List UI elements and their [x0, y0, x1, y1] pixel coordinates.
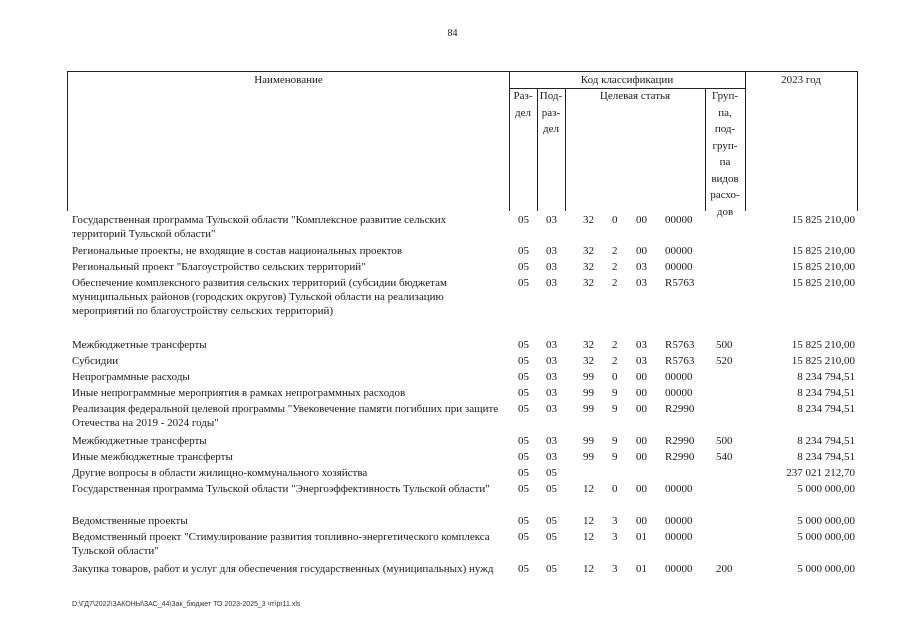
row-name: Иные межбюджетные трансферты	[72, 451, 233, 463]
row-subprogram: 9	[612, 403, 618, 415]
row-event: 01	[636, 563, 647, 575]
row-razdel: 05	[518, 355, 529, 367]
row-expense-type: 500	[716, 339, 733, 351]
row-event: 00	[636, 483, 647, 495]
row-sum: 5 000 000,00	[797, 563, 855, 575]
row-program: 32	[583, 339, 594, 351]
row-razdel: 05	[518, 387, 529, 399]
row-program: 99	[583, 371, 594, 383]
row-podrazdel: 03	[546, 261, 557, 273]
row-program: 32	[583, 277, 594, 289]
row-name: Межбюджетные трансферты	[72, 339, 207, 351]
row-name: Непрограммные расходы	[72, 371, 190, 383]
row-name: Государственная программа Тульской области "Комплексное развитие сельских территорий Тульской области"	[72, 214, 447, 240]
row-expense-type: 540	[716, 451, 733, 463]
row-sum: 5 000 000,00	[797, 515, 855, 527]
row-sum: 8 234 794,51	[797, 435, 855, 447]
row-sum: 5 000 000,00	[797, 531, 855, 543]
row-direction: R5763	[665, 339, 695, 351]
row-podrazdel: 05	[546, 483, 557, 495]
row-sum: 15 825 210,00	[791, 214, 855, 226]
row-name: Межбюджетные трансферты	[72, 435, 207, 447]
row-direction: 00000	[665, 563, 693, 575]
row-expense-type: 520	[716, 355, 733, 367]
row-program: 12	[583, 483, 594, 495]
row-direction: 00000	[665, 214, 693, 226]
row-podrazdel: 03	[546, 451, 557, 463]
row-sum: 15 825 210,00	[791, 245, 855, 257]
row-expense-type: 500	[716, 435, 733, 447]
row-podrazdel: 03	[546, 214, 557, 226]
row-event: 03	[636, 339, 647, 351]
row-podrazdel: 03	[546, 387, 557, 399]
row-program: 99	[583, 387, 594, 399]
row-razdel: 05	[518, 277, 529, 289]
row-subprogram: 3	[612, 515, 618, 527]
row-subprogram: 0	[612, 214, 618, 226]
row-name: Региональный проект "Благоустройство сельских территорий"	[72, 261, 366, 273]
row-direction: 00000	[665, 483, 693, 495]
page-number: 84	[447, 28, 458, 39]
row-sum: 8 234 794,51	[797, 387, 855, 399]
row-sum: 15 825 210,00	[791, 339, 855, 351]
file-path-footer: D:\ГД7\2022\ЗАКОНЫ\ЗАС_44\Зак_бюджет ТО 2023-2025_3 чт\pr11.xls	[72, 601, 301, 608]
row-podrazdel: 05	[546, 531, 557, 543]
row-subprogram: 9	[612, 435, 618, 447]
header-name: Наименование	[254, 74, 323, 86]
row-razdel: 05	[518, 563, 529, 575]
row-event: 00	[636, 451, 647, 463]
row-program: 32	[583, 261, 594, 273]
row-sum: 8 234 794,51	[797, 371, 855, 383]
row-direction: 00000	[665, 515, 693, 527]
row-razdel: 05	[518, 371, 529, 383]
row-program: 99	[583, 403, 594, 415]
row-subprogram: 3	[612, 563, 618, 575]
row-program: 32	[583, 355, 594, 367]
header-year: 2023 год	[781, 74, 821, 86]
row-podrazdel: 05	[546, 563, 557, 575]
row-subprogram: 2	[612, 277, 618, 289]
row-event: 00	[636, 214, 647, 226]
row-sum: 15 825 210,00	[791, 355, 855, 367]
row-event: 03	[636, 261, 647, 273]
header-code: Код классификации	[580, 74, 674, 86]
row-subprogram: 9	[612, 387, 618, 399]
row-event: 00	[636, 387, 647, 399]
row-direction: 00000	[665, 531, 693, 543]
row-name: Реализация федеральной целевой программы "Увековечение памяти погибших при защите Отечества на 2019 - 2024 годы"	[72, 403, 499, 429]
row-subprogram: 2	[612, 339, 618, 351]
row-name: Иные непрограммные мероприятия в рамках непрограммных расходов	[72, 387, 406, 399]
row-razdel: 05	[518, 515, 529, 527]
row-name: Ведомственные проекты	[72, 515, 188, 527]
row-program: 12	[583, 515, 594, 527]
row-subprogram: 9	[612, 451, 618, 463]
row-subprogram: 2	[612, 261, 618, 273]
row-name: Другие вопросы в области жилищно-коммунального хозяйства	[72, 467, 368, 479]
row-podrazdel: 03	[546, 403, 557, 415]
row-direction: 00000	[665, 261, 693, 273]
row-program: 32	[583, 214, 594, 226]
row-expense-type: 200	[716, 563, 733, 575]
row-sum: 5 000 000,00	[797, 483, 855, 495]
row-sum: 15 825 210,00	[791, 261, 855, 273]
row-subprogram: 2	[612, 245, 618, 257]
row-podrazdel: 03	[546, 277, 557, 289]
row-direction: R2990	[665, 451, 695, 463]
row-subprogram: 0	[612, 371, 618, 383]
row-razdel: 05	[518, 403, 529, 415]
row-event: 03	[636, 355, 647, 367]
row-name: Обеспечение комплексного развития сельских территорий (субсидии бюджетам муниципальных районов (городских округов) Тульской области на реализацию мероприятий по благоустройству сельских территорий)	[72, 277, 447, 317]
row-podrazdel: 03	[546, 435, 557, 447]
row-event: 00	[636, 435, 647, 447]
row-sum: 8 234 794,51	[797, 451, 855, 463]
row-direction: R5763	[665, 355, 695, 367]
row-direction: 00000	[665, 245, 693, 257]
row-razdel: 05	[518, 245, 529, 257]
header-podrazdel: Под- раз- дел	[539, 90, 563, 135]
row-name: Государственная программа Тульской области "Энергоэффективность Тульской области"	[72, 483, 490, 495]
row-razdel: 05	[518, 451, 529, 463]
row-name: Субсидии	[72, 355, 119, 367]
row-direction: R5763	[665, 277, 695, 289]
row-podrazdel: 03	[546, 245, 557, 257]
row-subprogram: 3	[612, 531, 618, 543]
row-razdel: 05	[518, 483, 529, 495]
row-sum: 237 021 212,70	[786, 467, 855, 479]
row-event: 00	[636, 245, 647, 257]
row-direction: 00000	[665, 387, 693, 399]
row-event: 00	[636, 371, 647, 383]
row-name: Региональные проекты, не входящие в состав национальных проектов	[72, 245, 403, 257]
row-program: 32	[583, 245, 594, 257]
row-podrazdel: 03	[546, 355, 557, 367]
row-sum: 8 234 794,51	[797, 403, 855, 415]
row-direction: 00000	[665, 371, 693, 383]
row-podrazdel: 03	[546, 371, 557, 383]
row-name: Закупка товаров, работ и услуг для обеспечения государственных (муниципальных) нужд	[72, 563, 494, 575]
row-razdel: 05	[518, 214, 529, 226]
row-direction: R2990	[665, 403, 695, 415]
header-target: Целевая статья	[599, 90, 671, 102]
header-group: Груп- па, под- груп- па видов расхо- дов	[710, 90, 740, 218]
row-sum: 15 825 210,00	[791, 277, 855, 289]
row-program: 99	[583, 435, 594, 447]
row-subprogram: 0	[612, 483, 618, 495]
row-name: Ведомственный проект "Стимулирование развития топливно-энергетического комплекса Тульской области"	[72, 531, 490, 557]
row-program: 12	[583, 563, 594, 575]
row-razdel: 05	[518, 435, 529, 447]
row-razdel: 05	[518, 261, 529, 273]
row-razdel: 05	[518, 467, 529, 479]
row-program: 12	[583, 531, 594, 543]
row-direction: R2990	[665, 435, 695, 447]
row-event: 03	[636, 277, 647, 289]
row-podrazdel: 05	[546, 467, 557, 479]
row-event: 00	[636, 515, 647, 527]
row-event: 01	[636, 531, 647, 543]
row-razdel: 05	[518, 339, 529, 351]
row-program: 99	[583, 451, 594, 463]
row-podrazdel: 03	[546, 339, 557, 351]
row-podrazdel: 05	[546, 515, 557, 527]
header-razdel: Раз- дел	[513, 90, 533, 119]
row-razdel: 05	[518, 531, 529, 543]
row-event: 00	[636, 403, 647, 415]
row-subprogram: 2	[612, 355, 618, 367]
